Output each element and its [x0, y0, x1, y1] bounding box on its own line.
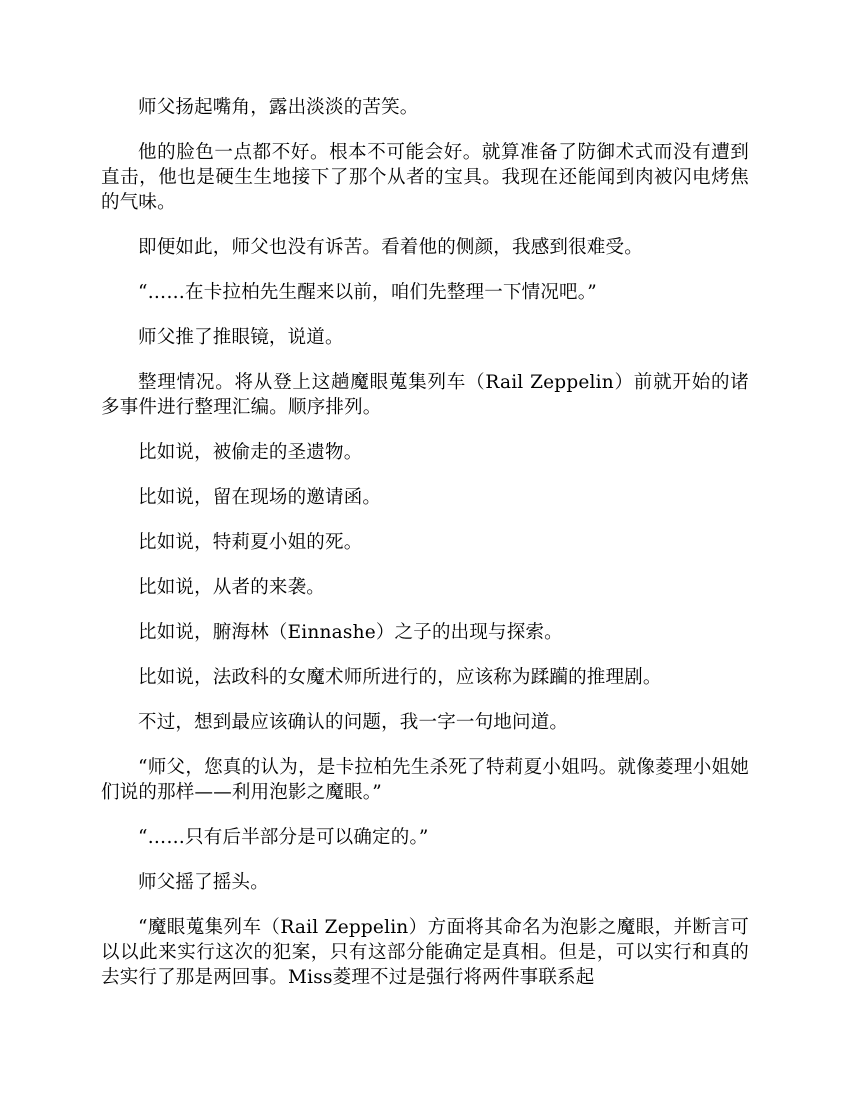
paragraph: “魔眼蒐集列车（Rail Zeppelin）方面将其命名为泡影之魔眼，并断言可以以此来实行这次的犯案，只有这部分能确定是真相。但是，可以实行和真的去实行了那是两回事。Miss菱理不过是强行将两件事联系起 [101, 917, 749, 988]
paragraph: 不过，想到最应该确认的问题，我一字一句地问道。 [138, 712, 569, 733]
paragraph: 师父推了推眼镜，说道。 [138, 327, 344, 348]
paragraph: 比如说，腑海林（Einnashe）之子的出现与探索。 [138, 622, 563, 643]
paragraph: 比如说，法政科的女魔术师所进行的，应该称为蹂躏的推理剧。 [138, 667, 662, 688]
paragraph: “……在卡拉柏先生醒来以前，咱们先整理一下情况吧。” [138, 282, 597, 303]
paragraph: 比如说，被偷走的圣遗物。 [138, 442, 363, 463]
paragraph: 比如说，特莉夏小姐的死。 [138, 532, 363, 553]
paragraph: 比如说，从者的来袭。 [138, 577, 326, 598]
paragraph: “……只有后半部分是可以确定的。” [138, 827, 429, 848]
paragraph: 即便如此，师父也没有诉苦。看着他的侧颜，我感到很难受。 [138, 237, 643, 258]
paragraph: 比如说，留在现场的邀请函。 [138, 487, 382, 508]
paragraph: 整理情况。将从登上这趟魔眼蒐集列车（Rail Zeppelin）前就开始的诸多事件进行整理汇编。顺序排列。 [101, 372, 749, 418]
document-page [101, 95, 749, 1010]
paragraph: 师父扬起嘴角，露出淡淡的苦笑。 [138, 97, 419, 118]
paragraph: 他的脸色一点都不好。根本不可能会好。就算准备了防御术式而没有遭到直击，他也是硬生生地接下了那个从者的宝具。我现在还能闻到肉被闪电烤焦的气味。 [101, 142, 749, 213]
paragraph: “师父，您真的认为，是卡拉柏先生杀死了特莉夏小姐吗。就像菱理小姐她们说的那样——利用泡影之魔眼。” [101, 757, 749, 803]
paragraph: 师父摇了摇头。 [138, 872, 269, 893]
